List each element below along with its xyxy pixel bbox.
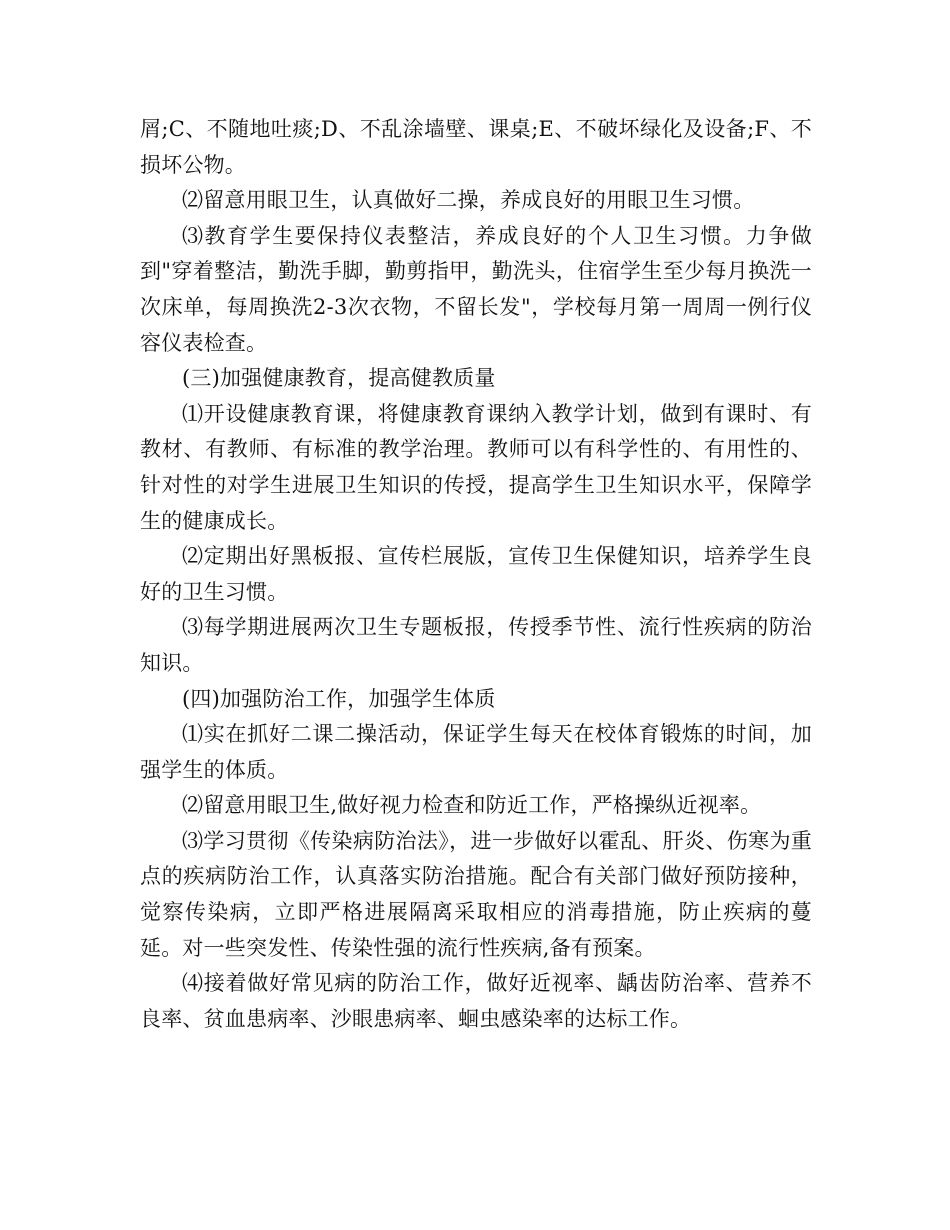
paragraph-infectious-disease: ⑶学习贯彻《传染病防治法》，进一步做好以霍乱、肝炎、伤寒为重点的疾病防治工作，认真落实防治措施。配合有关部门做好预防接种，觉察传染病，立即严格进展隔离采取相应的消毒措施，防止疾病的蔓延。对一些突发性、传染性强的流行性疾病,备有预案。 [140, 828, 812, 960]
paragraph-seasonal-disease: ⑶每学期进展两次卫生专题板报，传授季节性、流行性疾病的防治知识。 [140, 615, 812, 675]
paragraph-continuation: 屑;C、不随地吐痰;D、不乱涂墙壁、课桌;E、不破坏绿化及设备;F、不损坏公物。 [140, 117, 812, 177]
section-heading-health-education: (三)加强健康教育，提高健教质量 [182, 366, 496, 391]
paragraph-exercise: ⑴实在抓好二课二操活动，保证学生每天在校体育锻炼的时间，加强学生的体质。 [140, 722, 812, 782]
paragraph-health-course: ⑴开设健康教育课，将健康教育课纳入教学计划，做到有课时、有教材、有教师、有标准的教学治理。教师可以有科学性的、有用性的、针对性的对学生进展卫生知识的传授，提高学生卫生知识水平，保障学生的健康成长。 [140, 401, 812, 533]
paragraph-blackboard: ⑵定期出好黑板报、宣传栏展版，宣传卫生保健知识，培养学生良好的卫生习惯。 [140, 544, 812, 604]
paragraph-common-disease: ⑷接着做好常见病的防治工作，做好近视率、龋齿防治率、营养不良率、贫血患病率、沙眼患病率、蛔虫感染率的达标工作。 [140, 971, 812, 1031]
document-body [140, 112, 812, 1037]
paragraph-eye-hygiene: ⑵留意用眼卫生，认真做好二操，养成良好的用眼卫生习惯。 [182, 188, 755, 213]
section-heading-prevention: (四)加强防治工作，加强学生体质 [182, 686, 496, 711]
paragraph-personal-hygiene: ⑶教育学生要保持仪表整洁，养成良好的个人卫生习惯。力争做到"穿着整洁，勤洗手脚，勤剪指甲，勤洗头，住宿学生至少每月换洗一次床单，每周换洗2-3次衣物，不留长发"，学校每月第一周周一例行仪容仪表检查。 [140, 223, 812, 355]
paragraph-vision-check: ⑵留意用眼卫生,做好视力检查和防近工作，严格操纵近视率。 [182, 793, 762, 818]
